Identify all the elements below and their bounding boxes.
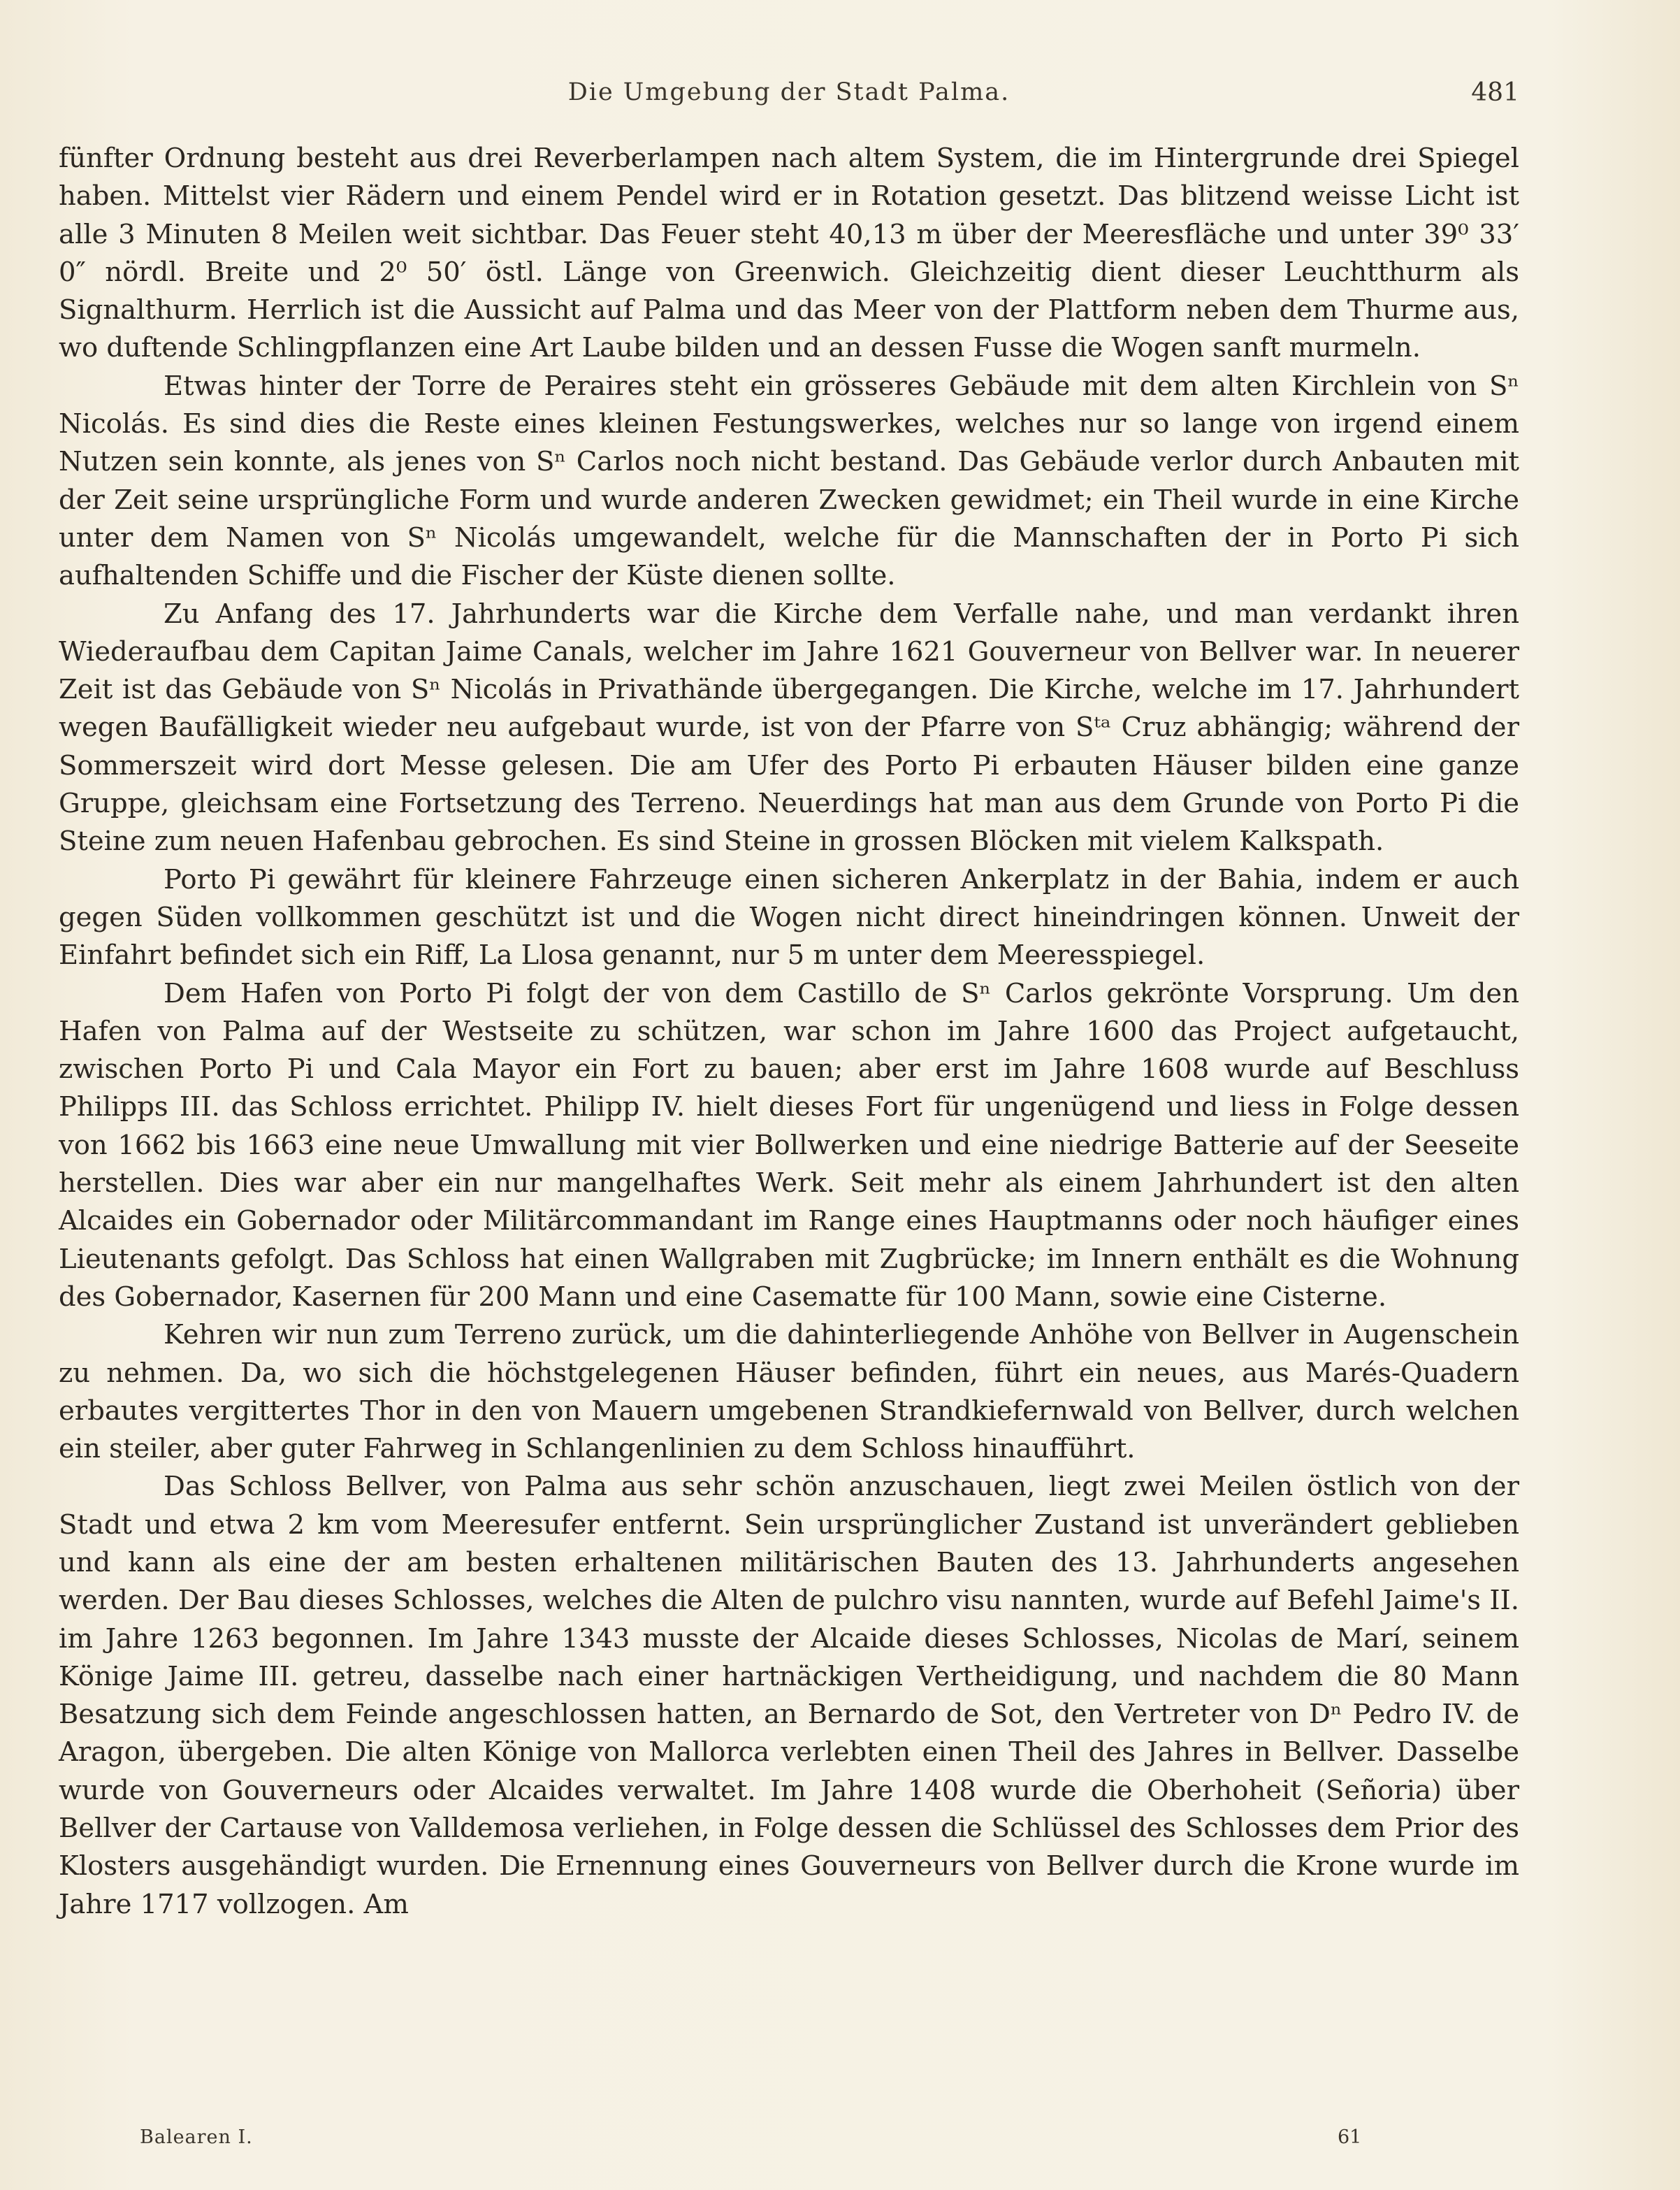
paragraph-lighthouse: fünfter Ordnung besteht aus drei Reverberlampen nach altem System, die im Hintergrunde drei Spiegel haben. Mittelst vier Rädern und einem Pendel wird er in Rotation gesetzt. Das blitzend weisse Licht ist alle 3 Minuten 8 Meilen weit sichtbar. Das Feuer steht 40,13 m über der Meeresfläche und unter 39⁰ 33′ 0″ nördl. Breite und 2⁰ 50′ östl. Länge von Greenwich. Gleichzeitig dient dieser Leuchtthurm als Signalthurm. Herrlich ist die Aussicht auf Palma und das Meer von der Plattform neben dem Thurme aus, wo duftende Schlingpflanzen eine Art Laube bilden und an dessen Fusse die Wogen sanft murmeln. xyxy=(59,143,1519,364)
body-text xyxy=(59,140,1519,1924)
paragraph-church-history: Zu Anfang des 17. Jahrhunderts war die Kirche dem Verfalle nahe, und man verdankt ihren Wiederaufbau dem Capitan Jaime Canals, welcher im Jahre 1621 Gouverneur von Bellver war. In neuerer Zeit ist das Gebäude von Sⁿ Nicolás in Privathände übergegangen. Die Kirche, welche im 17. Jahrhundert wegen Baufälligkeit wieder neu aufgebaut wurde, ist von der Pfarre von Sᵗᵃ Cruz abhängig; während der Sommerszeit wird dort Messe gelesen. Die am Ufer des Porto Pi erbauten Häuser bilden eine ganze Gruppe, gleichsam eine Fortsetzung des Terreno. Neuerdings hat man aus dem Grunde von Porto Pi die Steine zum neuen Hafenbau gebrochen. Es sind Steine in grossen Blöcken mit vielem Kalkspath. xyxy=(59,598,1519,858)
paragraph-bellver: Das Schloss Bellver, von Palma aus sehr schön anzuschauen, liegt zwei Meilen östlich von der Stadt und etwa 2 km vom Meeresufer entfernt. Sein ursprünglicher Zustand ist unverändert geblieben und kann als eine der am besten erhaltenen militärischen Bauten des 13. Jahrhunderts angesehen werden. Der Bau dieses Schlosses, welches die Alten de pulchro visu nannten, wurde auf Befehl Jaime's II. im Jahre 1263 begonnen. Im Jahre 1343 musste der Alcaide dieses Schlosses, Nicolas de Marí, seinem Könige Jaime III. getreu, dasselbe nach einer hartnäckigen Vertheidigung, und nachdem die 80 Mann Besatzung sich dem Feinde angeschlossen hatten, an Bernardo de Sot, den Vertreter von Dⁿ Pedro IV. de Aragon, übergeben. Die alten Könige von Mallorca verlebten einen Theil des Jahres in Bellver. Dasselbe wurde von Gouverneurs oder Alcaides verwaltet. Im Jahre 1408 wurde die Oberhoheit (Señoria) über Bellver der Cartause von Valldemosa verliehen, in Folge dessen die Schlüssel des Schlosses dem Prior des Klosters ausgehändigt wurden. Die Ernennung eines Gouverneurs von Bellver durch die Krone wurde im Jahre 1717 vollzogen. Am xyxy=(59,1471,1519,1920)
page-footer xyxy=(140,2126,1412,2154)
footer-signature: Balearen I. xyxy=(140,2126,253,2148)
paragraph-porto-pi: Porto Pi gewährt für kleinere Fahrzeuge einen sicheren Ankerplatz in der Bahia, indem er auch gegen Süden vollkommen geschützt ist und die Wogen nicht direct hineindringen können. Unweit der Einfahrt befindet sich ein Riff, La Llosa genannt, nur 5 m unter dem Meeresspiegel. xyxy=(59,863,1519,972)
page-number: 481 xyxy=(1471,78,1519,107)
sheet-number: 61 xyxy=(1338,2126,1362,2148)
running-head xyxy=(59,78,1519,120)
running-title: Die Umgebung der Stadt Palma. xyxy=(567,78,1011,106)
paragraph-san-carlos: Dem Hafen von Porto Pi folgt der von dem Castillo de Sⁿ Carlos gekrönte Vorsprung. Um den Hafen von Palma auf der Westseite zu schützen, war schon im Jahre 1600 das Project aufgetaucht, zwischen Porto Pi und Cala Mayor ein Fort zu bauen; aber erst im Jahre 1608 wurde auf Beschluss Philipps III. das Schloss errichtet. Philipp IV. hielt dieses Fort für ungenügend und liess in Folge dessen von 1662 bis 1663 eine neue Umwallung mit vier Bollwerken und eine niedrige Batterie auf der Seeseite herstellen. Dies war aber ein nur mangelhaftes Werk. Seit mehr als einem Jahrhundert ist den alten Alcaides ein Gobernador oder Militärcommandant im Range eines Hauptmanns oder noch häufiger eines Lieutenants gefolgt. Das Schloss hat einen Wallgraben mit Zugbrücke; im Innern enthält es die Wohnung des Gobernador, Kasernen für 200 Mann und eine Casematte für 100 Mann, sowie eine Cisterne. xyxy=(59,977,1519,1313)
paragraph-san-nicolas: Etwas hinter der Torre de Peraires steht ein grösseres Gebäude mit dem alten Kirchlein von Sⁿ Nicolás. Es sind dies die Reste eines kleinen Festungswerkes, welches nur so lange von irgend einem Nutzen sein konnte, als jenes von Sⁿ Carlos noch nicht bestand. Das Gebäude verlor durch Anbauten mit der Zeit seine ursprüngliche Form und wurde anderen Zwecken gewidmet; ein Theil wurde in eine Kirche unter dem Namen von Sⁿ Nicolás umgewandelt, welche für die Mannschaften der in Porto Pi sich aufhaltenden Schiffe und die Fischer der Küste dienen sollte. xyxy=(59,370,1519,592)
paragraph-terreno: Kehren wir nun zum Terreno zurück, um die dahinterliegende Anhöhe von Bellver in Augenschein zu nehmen. Da, wo sich die höchstgelegenen Häuser befinden, führt ein neues, aus Marés-Quadern erbautes vergittertes Thor in den von Mauern umgebenen Strandkiefernwald von Bellver, durch welchen ein steiler, aber guter Fahrweg in Schlangenlinien zu dem Schloss hinaufführt. xyxy=(59,1319,1519,1465)
